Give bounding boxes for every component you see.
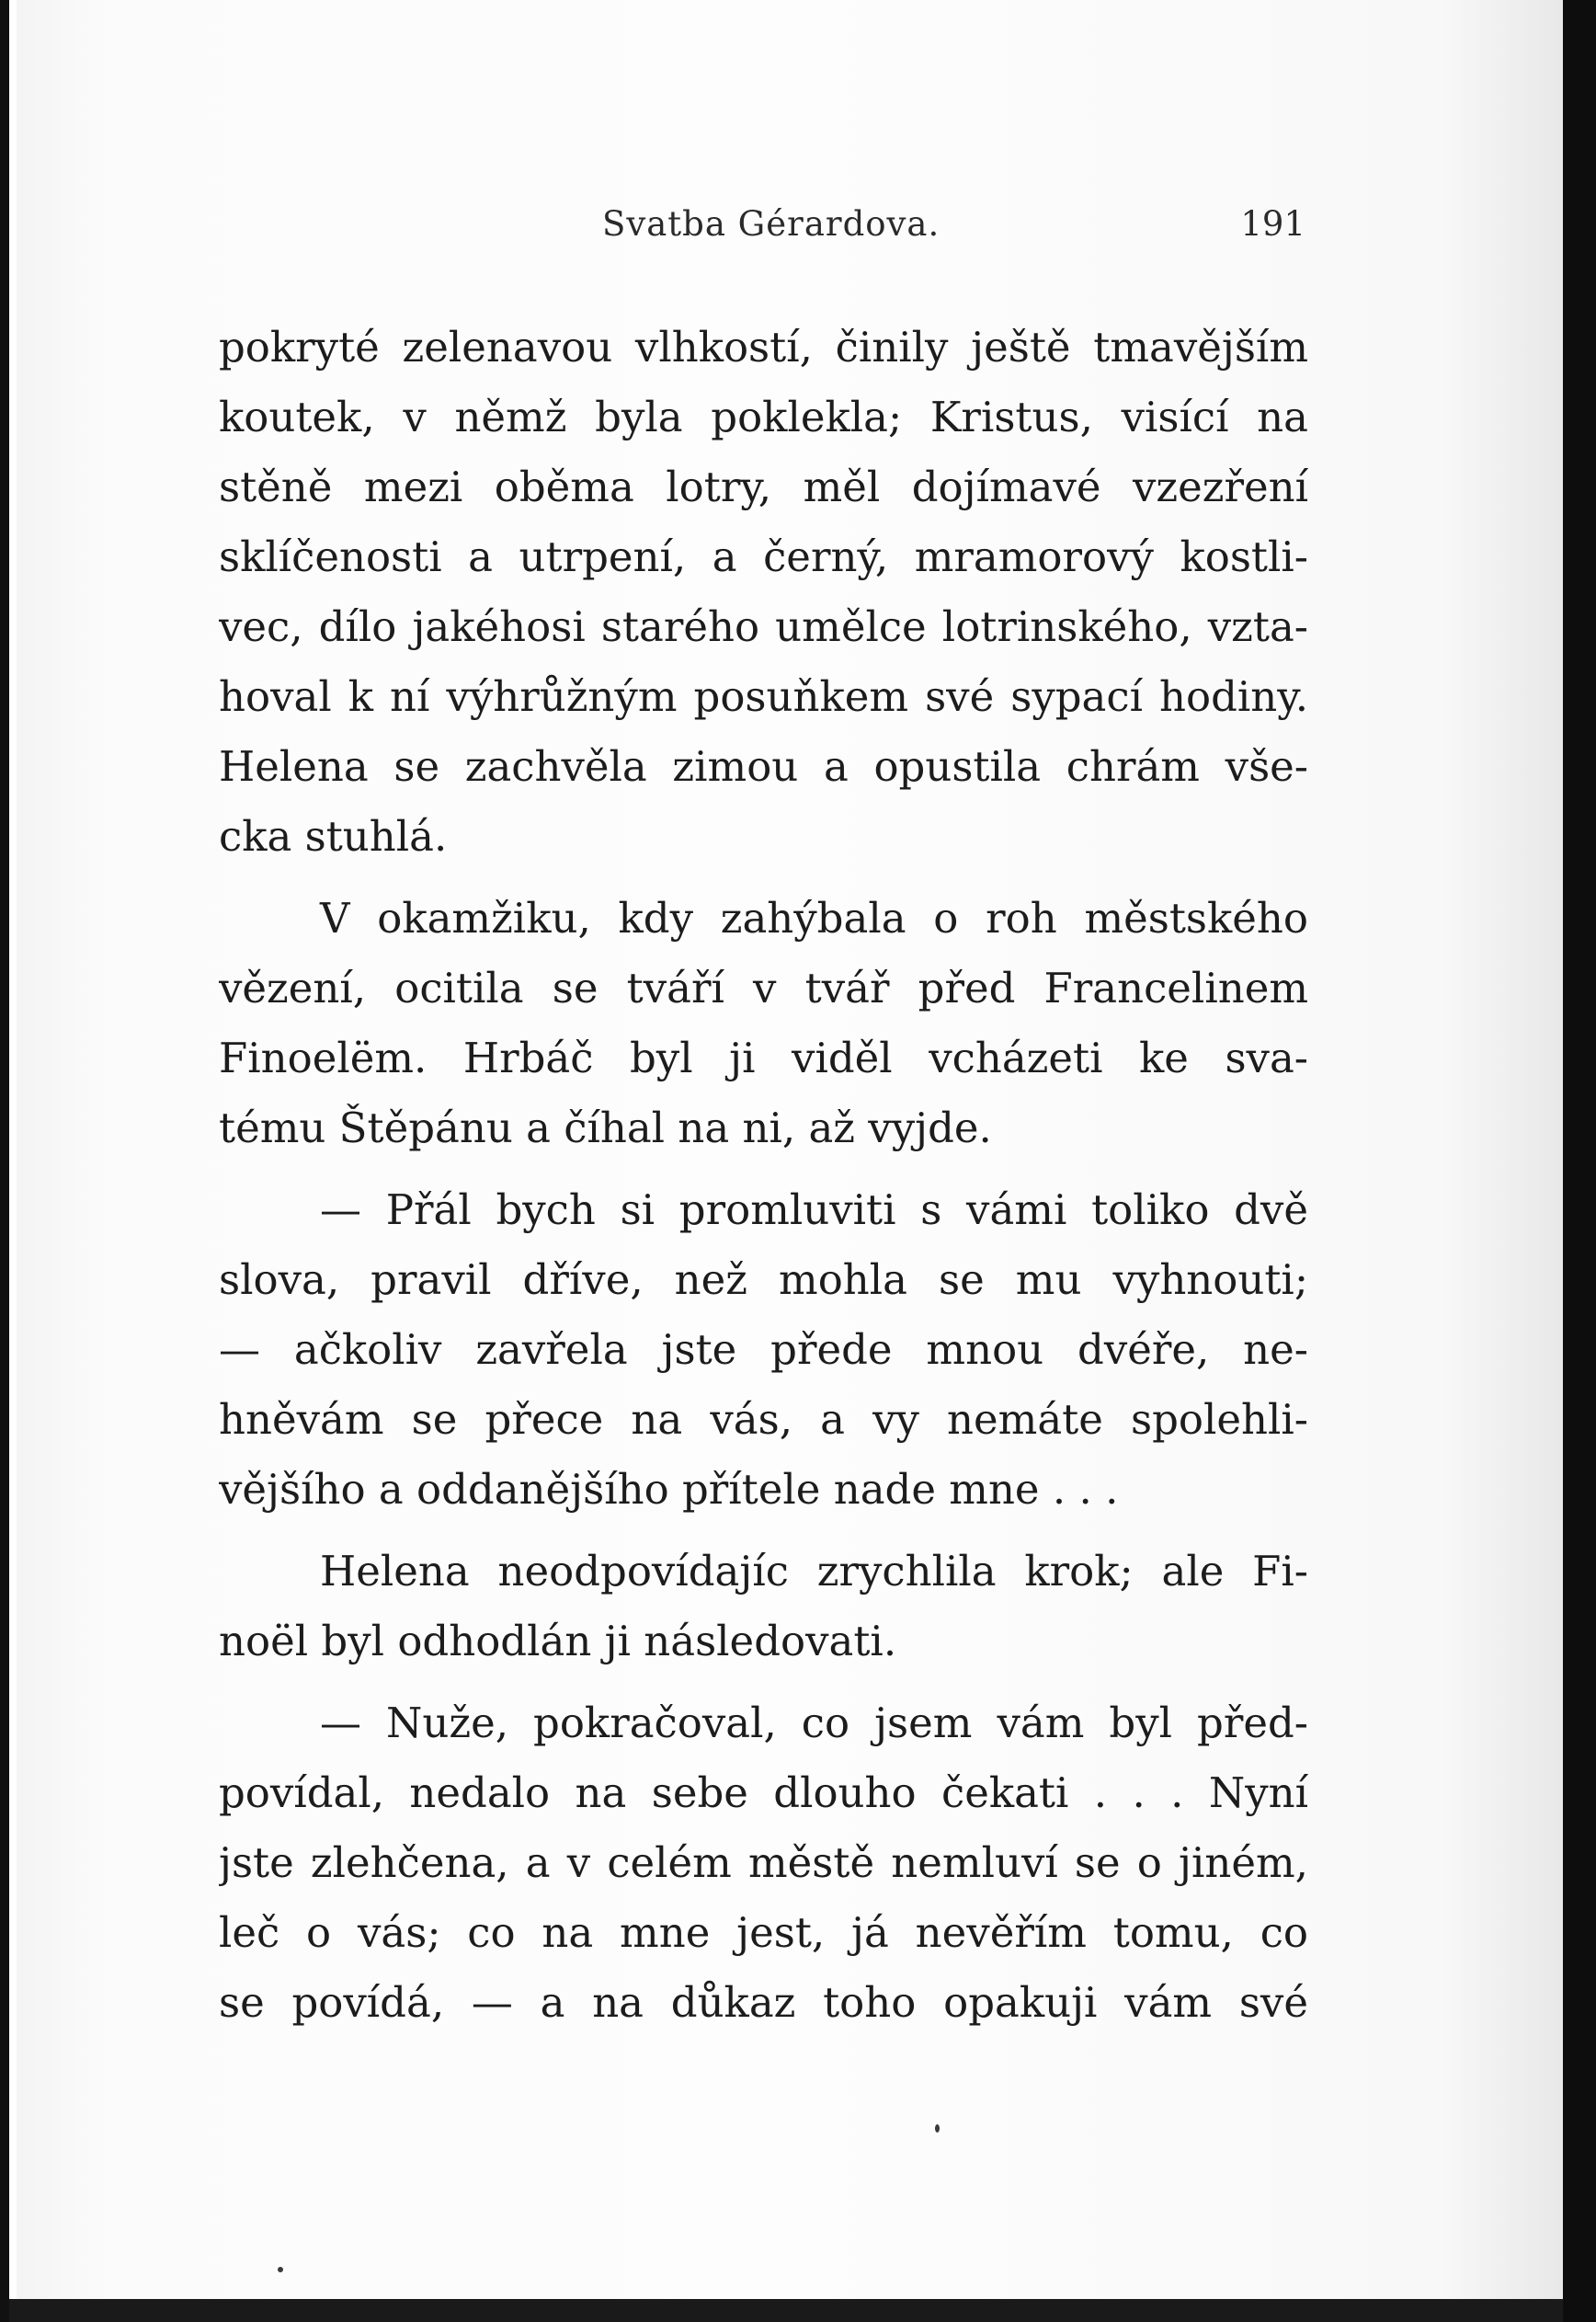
text-line: Helena se zachvěla zimou a opustila chrám vše- [219,742,1308,791]
body-text [219,313,1308,2038]
bottom-scan-border [9,2299,1563,2322]
text-line: jste zlehčena, a v celém městě nemluví se o jiném, [219,1838,1308,1887]
text-line: povídal, nedalo na sebe dlouho čekati . . . Nyní [219,1768,1308,1817]
text-line: cka stuhlá. [219,812,448,861]
text-line: — Nuže, pokračoval, co jsem vám byl před- [320,1699,1308,1747]
text-line: — ačkoliv zavřela jste přede mnou dvéře, ne- [219,1325,1308,1374]
left-scan-border [0,0,9,2322]
text-line: leč o vás; co na mne jest, já nevěřím tomu, co [219,1908,1308,1957]
paper-speck [935,2124,940,2133]
paragraph [219,884,1308,1163]
text-line: vězení, ocitila se tváří v tvář před Francelinem [219,964,1308,1012]
page-number: 191 [1240,204,1305,244]
text-line: vec, dílo jakéhosi starého umělce lotrinského, vzta- [219,602,1308,651]
paragraph [219,313,1308,872]
text-line: hoval k ní výhrůžným posuňkem své sypací hodiny. [219,672,1308,721]
text-line: stěně mezi oběma lotry, měl dojímavé vzezření [219,463,1308,511]
paper-speck [278,2267,283,2272]
text-line: tému Štěpánu a číhal na ni, až vyjde. [219,1104,992,1152]
text-line: pokryté zelenavou vlhkostí, činily ještě tmavějším [219,323,1308,372]
running-title: Svatba Gérardova. [602,204,940,244]
text-line: vějšího a oddanějšího přítele nade mne . . . [219,1465,1119,1514]
text-line: Finoelëm. Hrbáč byl ji viděl vcházeti ke sva- [219,1034,1308,1082]
page-header [221,204,1305,250]
paragraph [219,1688,1308,2038]
text-line: sklíčenosti a utrpení, a černý, mramorový kostli- [219,532,1308,581]
paragraph [219,1175,1308,1525]
paragraph [219,1537,1308,1676]
text-line: hněvám se přece na vás, a vy nemáte spolehli- [219,1395,1308,1444]
text-line: noël byl odhodlán ji následovati. [219,1617,897,1665]
text-line: se povídá, — a na důkaz toho opakuji vám své [219,1978,1308,2027]
text-line: Helena neodpovídajíc zrychlila krok; ale Fi- [320,1547,1308,1596]
text-line: slova, pravil dříve, než mohla se mu vyhnouti; [219,1255,1308,1304]
text-line: — Přál bych si promluviti s vámi toliko dvě [320,1185,1308,1234]
right-scan-border [1563,0,1596,2322]
text-line: koutek, v němž byla poklekla; Kristus, visící na [219,393,1308,441]
text-line: V okamžiku, kdy zahýbala o roh městského [320,894,1308,943]
